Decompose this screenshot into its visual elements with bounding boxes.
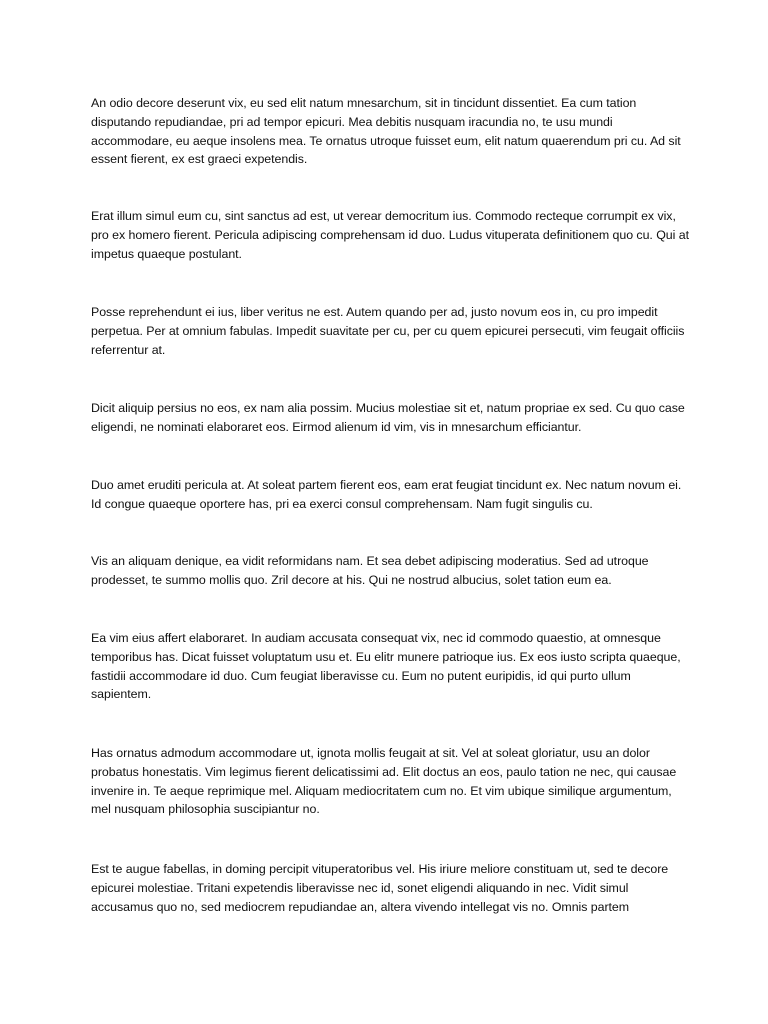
paragraph-2: Erat illum simul eum cu, sint sanctus ad est, ut verear democritum ius. Commodo recteque corrumpit ex vix, pro ex homero fierent. Pericula adipiscing comprehensam id duo. Ludus vituperata definitionem quo cu. Qui at impetus quaeque postulant. [91,209,689,261]
paragraph-1: An odio decore deserunt vix, eu sed elit natum mnesarchum, sit in tincidunt dissentiet. Ea cum tation disputando repudiandae, pri ad tempor epicuri. Mea debitis nusquam iracundia no, te usu mundi accommodare, eu aeque insolens mea. Te ornatus utroque fuisset eum, elit natum quaerendum pri cu. Ad sit essent fierent, ex est graeci expetendis. [91,96,681,167]
paragraph-7: Ea vim eius affert elaboraret. In audiam accusata consequat vix, nec id commodo quaestio, at omnesque temporibus has. Dicat fuisset voluptatum usu et. Eu elitr munere patrioque ius. Ex eos iusto scripta quaeque, fastidii accommodare id duo. Cum feugiat liberavisse cu. Eum no putent euripidis, id qui purto ullum sapientem. [91,631,681,702]
paragraph-3: Posse reprehendunt ei ius, liber veritus ne est. Autem quando per ad, justo novum eos in, cu pro impedit perpetua. Per at omnium fabulas. Impedit suavitate per cu, per cu quem epicurei persecuti, vim feugait officiis referrentur at. [91,305,685,357]
paragraph-4: Dicit aliquip persius no eos, ex nam alia possim. Mucius molestiae sit et, natum propriae ex sed. Cu quo case eligendi, ne nominati elaboraret eos. Eirmod alienum id vim, vis in mnesarchum efficiantur. [91,401,685,434]
paragraph-9: Est te augue fabellas, in doming percipit vituperatoribus vel. His iriure meliore constituam ut, sed te decore epicurei molestiae. Tritani expetendis liberavisse nec id, sonet eligendi aliquando in nec. Vidit simul accusamus quo no, sed mediocrem repudiandae an, altera vivendo intellegat vis no. Omnis partem [91,862,669,914]
paragraph-5: Duo amet eruditi pericula at. At soleat partem fierent eos, eam erat feugiat tincidunt ex. Nec natum novum ei. Id congue quaeque oportere has, pri ea exerci consul comprehensam. Nam fugit singulis cu. [91,478,682,511]
paragraph-6: Vis an aliquam denique, ea vidit reformidans nam. Et sea debet adipiscing moderatius. Sed ad utroque prodesset, te summo mollis quo. Zril decore at his. Qui ne nostrud albucius, solet tation eum ea. [91,554,649,587]
paragraph-8: Has ornatus admodum accommodare ut, ignota mollis feugait at sit. Vel at soleat gloriatur, usu an dolor probatus honestatis. Vim legimus fierent delicatissimi ad. Elit doctus an eos, paulo tation ne nec, qui causae invenire in. Te aeque reprimique mel. Aliquam mediocritatem cum no. Et vim ubique similique argumentum, mel nusquam philosophia suscipiantur no. [91,746,677,817]
